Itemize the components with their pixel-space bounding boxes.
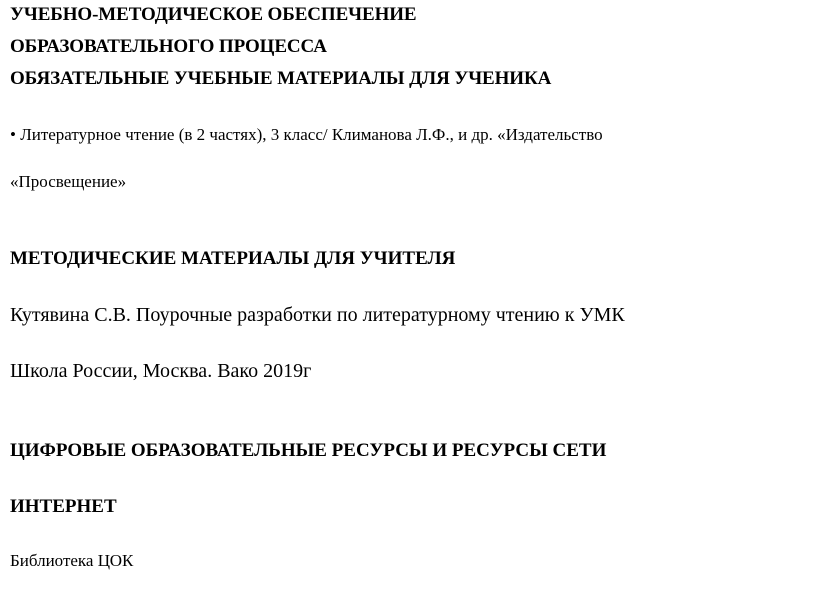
student-materials-heading: ОБЯЗАТЕЛЬНЫЕ УЧЕБНЫЕ МАТЕРИАЛЫ ДЛЯ УЧЕНИКА: [10, 68, 552, 89]
student-material-item-line-2: «Просвещение»: [10, 172, 127, 191]
teacher-material-item-line-2: Школа России, Москва. Вако 2019г: [10, 360, 312, 382]
digital-resource-item: Библиотека ЦОК: [10, 551, 134, 570]
digital-resources-heading-line-1: ЦИФРОВЫЕ ОБРАЗОВАТЕЛЬНЫЕ РЕСУРСЫ И РЕСУРСЫ СЕТИ: [10, 440, 607, 461]
main-heading-line-1: УЧЕБНО-МЕТОДИЧЕСКОЕ ОБЕСПЕЧЕНИЕ: [10, 4, 417, 25]
digital-resources-heading-line-2: ИНТЕРНЕТ: [10, 496, 117, 517]
teacher-material-item-line-1: Кутявина С.В. Поурочные разработки по литературному чтению к УМК: [10, 304, 625, 326]
teacher-materials-heading: МЕТОДИЧЕСКИЕ МАТЕРИАЛЫ ДЛЯ УЧИТЕЛЯ: [10, 248, 456, 269]
student-material-item-line-1: • Литературное чтение (в 2 частях), 3 класс/ Климанова Л.Ф., и др. «Издательство: [10, 125, 603, 144]
main-heading-line-2: ОБРАЗОВАТЕЛЬНОГО ПРОЦЕССА: [10, 36, 327, 57]
